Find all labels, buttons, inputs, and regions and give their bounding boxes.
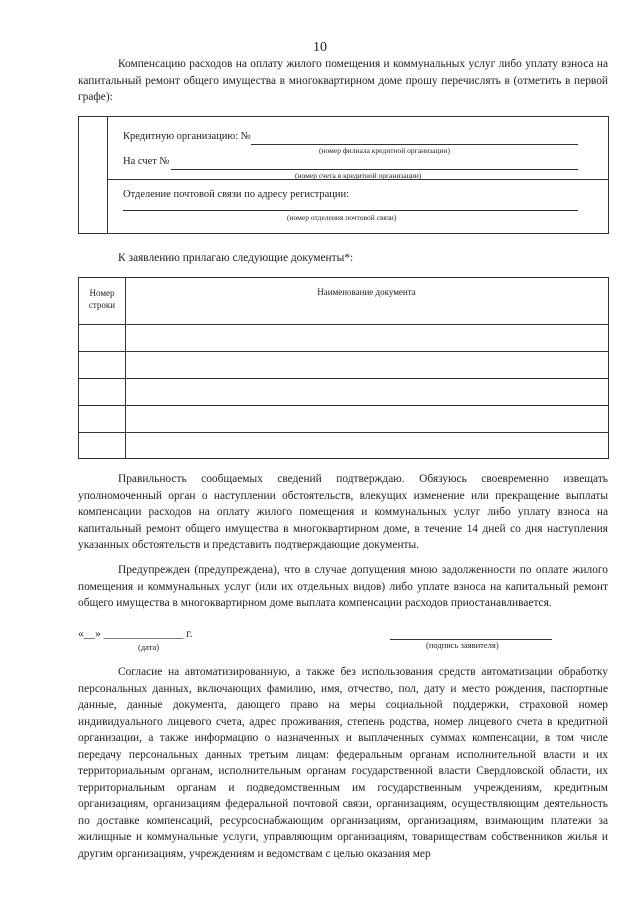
account-hint: (номер счета в кредитной организации) bbox=[295, 171, 422, 180]
table-row[interactable] bbox=[79, 405, 608, 406]
page-number: 10 bbox=[313, 40, 327, 55]
checkbox-column[interactable] bbox=[107, 117, 108, 233]
post-office-hint: (номер отделения почтовой связи) bbox=[287, 213, 397, 222]
documents-table bbox=[78, 277, 609, 459]
table-row[interactable] bbox=[79, 378, 608, 379]
account-field[interactable] bbox=[171, 169, 578, 170]
account-label: На счет № bbox=[123, 156, 170, 167]
post-office-field[interactable] bbox=[123, 210, 578, 211]
col-header-number-line1: Номер bbox=[89, 288, 115, 298]
credit-org-hint: (номер филиала кредитной организации) bbox=[319, 146, 450, 155]
table-row[interactable] bbox=[79, 351, 608, 352]
date-hint: (дата) bbox=[138, 642, 160, 652]
table-row[interactable] bbox=[79, 324, 608, 325]
col-header-number-line2: строки bbox=[88, 300, 116, 310]
credit-org-field[interactable] bbox=[251, 144, 578, 145]
col-header-number bbox=[79, 287, 125, 311]
warning-paragraph: Предупрежден (предупреждена), что в случае допущения мною задолженности по оплате жилого помещения и коммунальных услуг (или их отдельных видов) либо уплате взноса на капитальный ремонт общего имущества в многоквартирном доме выплата компенсации расходов приостанавливается. bbox=[78, 564, 608, 609]
confirm-paragraph: Правильность сообщаемых сведений подтверждаю. Обязуюсь своевременно извещать уполномоченный орган о наступлении обстоятельств, влекущих изменение или прекращение выплаты компенсации расходов на оплату жилого помещения и коммунальных услуг либо уплату взноса на капитальный ремонт общего имущества в многоквартирном доме, в течение 14 дней со дня наступления указанных обстоятельств и представить подтверждающие документы. bbox=[78, 473, 608, 551]
payment-destination-box bbox=[78, 116, 609, 234]
date-field[interactable]: «__» ______________ г. bbox=[78, 628, 193, 640]
table-row[interactable] bbox=[79, 432, 608, 433]
post-office-label: Отделение почтовой связи по адресу регистрации: bbox=[123, 189, 350, 200]
intro-paragraph: Компенсацию расходов на оплату жилого помещения и коммунальных услуг либо уплату взноса на капитальный ремонт общего имущества в многоквартирном доме прошу перечислять в (отметить в первой графе): bbox=[78, 58, 608, 103]
attach-label: К заявлению прилагаю следующие документы*: bbox=[118, 252, 354, 264]
consent-paragraph: Согласие на автоматизированную, а также без использования средств автоматизации обработку персональных данных, включающих фамилию, имя, отчество, пол, дату и место рождения, паспортные данные, данные документа, дающего право на меры социальной поддержки, страховой номер индивидуального лицевого счета, адрес проживания, степень родства, номер лицевого счета в кредитной организации, а также информацию о назначенных и выплаченных суммах компенсации, в том числе передачу персональных данных третьим лицам: федеральным органам исполнительной власти и их территориальным органам, исполнительным органам государственной власти Свердловской области, их территориальным органам и подведомственным им государственным учреждениям, кредитным организациям, организациям федеральной почтовой связи, организациям, осуществляющим деятельность по доставке компенсаций, ресурсоснабжающим организациям, организациям, взимающим платежи за жилищные и коммунальные услуги, управляющим организациям, товариществам собственников жилья и другим организациям, учреждениям и ведомствам с целью оказания мер bbox=[78, 666, 608, 860]
table-column-divider bbox=[125, 278, 126, 458]
signature-hint: (подпись заявителя) bbox=[426, 640, 499, 650]
credit-org-label: Кредитную организацию: № bbox=[123, 131, 251, 142]
col-header-name: Наименование документа bbox=[317, 287, 416, 297]
